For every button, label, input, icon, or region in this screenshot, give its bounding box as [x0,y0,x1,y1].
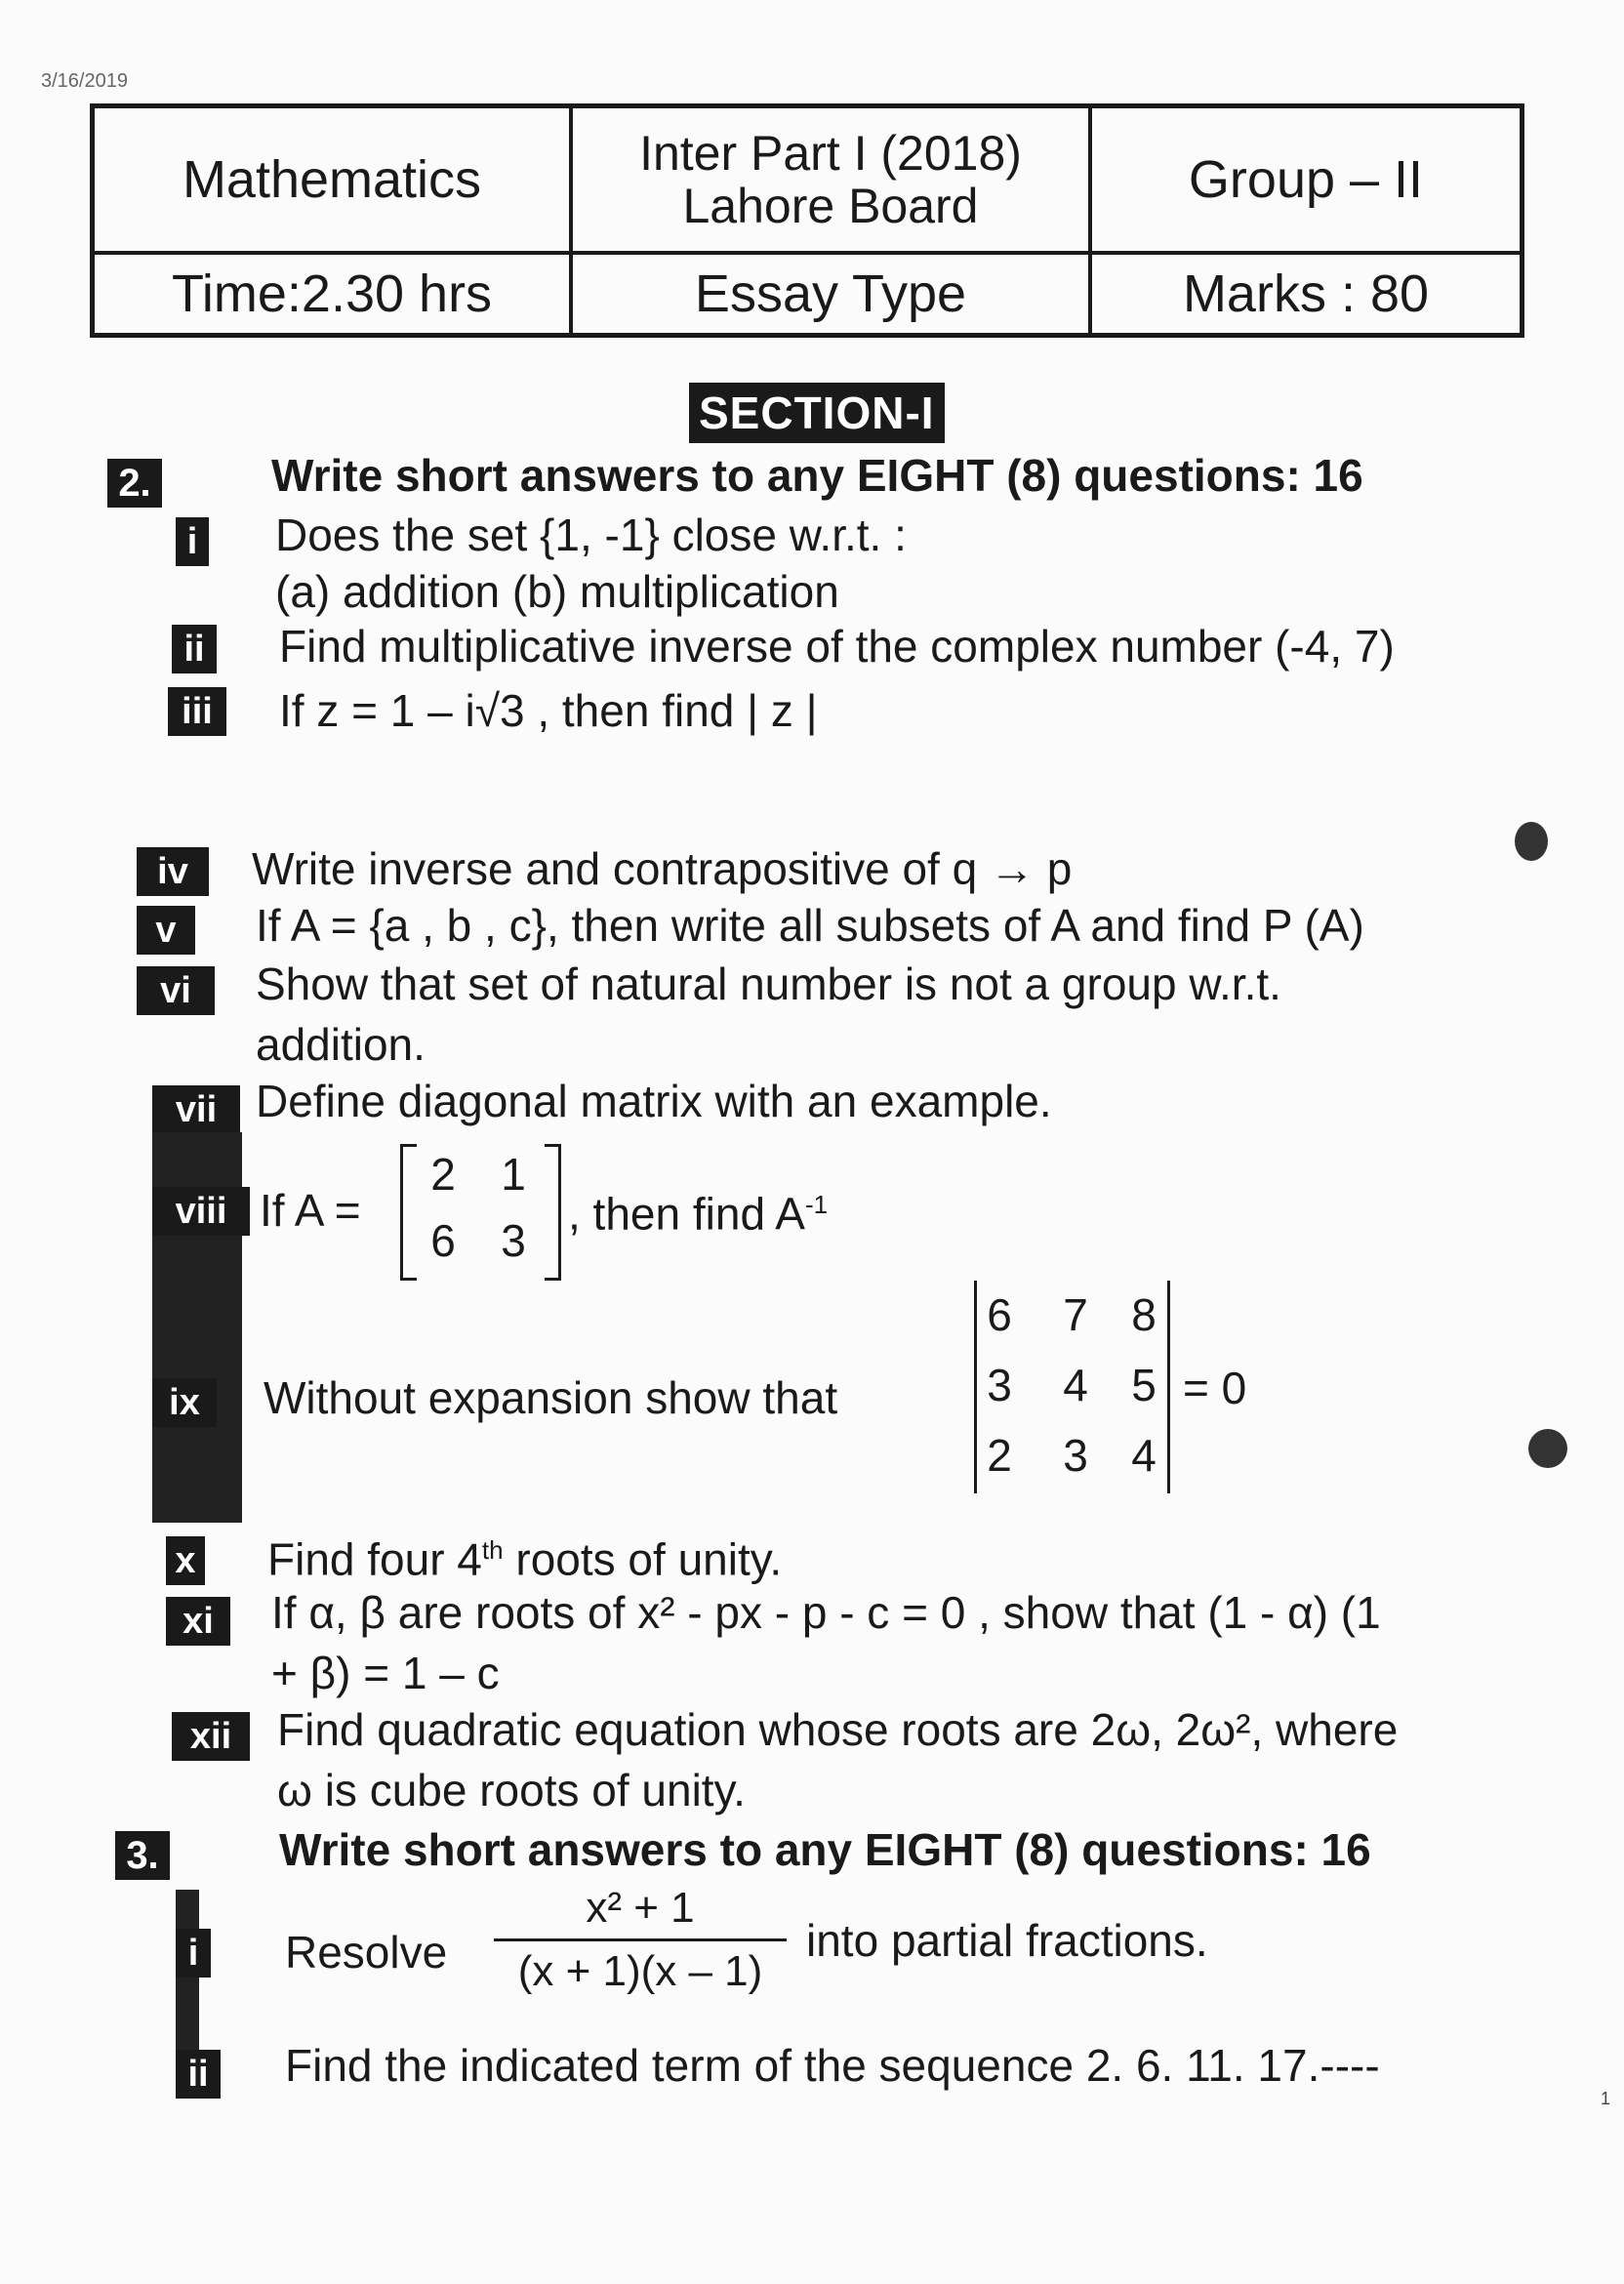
marks-cell: Marks : 80 [1090,253,1522,335]
item-label: xii [172,1712,250,1761]
item-text: Resolve [285,1927,448,1978]
det-cell: 2 [987,1430,1012,1481]
item-text: + β) = 1 – c [271,1648,500,1698]
item-suffix: , then find A [568,1188,805,1240]
item-text: Find multiplicative inverse of the complex number (-4, 7) [279,621,1395,672]
item-text: = 0 [1183,1363,1247,1413]
item-text [267,1523,782,1586]
item-text: ω is cube roots of unity. [277,1765,746,1815]
det-cell: 3 [1063,1430,1088,1481]
fraction-bar [494,1938,787,1941]
matrix-cell: 6 [430,1215,456,1266]
item-text: If z = 1 – i√3 , then find | z | [279,685,818,736]
item-label: ii [176,2050,221,2099]
item-label: xi [166,1597,230,1646]
section-title: SECTION-I [689,383,945,443]
question-number: 3. [115,1831,170,1880]
exam-line1: Inter Part I (2018) [639,126,1022,181]
det-cell: 8 [1131,1289,1157,1340]
scan-shadow [176,1890,199,2075]
exam-cell [571,106,1090,253]
determinant-bar-left [974,1281,977,1493]
matrix-cell: 2 [430,1149,456,1200]
item-text: Does the set {1, -1} close w.r.t. : [275,510,907,560]
det-cell: 5 [1131,1360,1157,1410]
superscript: th [481,1535,504,1565]
item-text-pre: Find four 4 [267,1533,482,1585]
fraction-denominator: (x + 1)(x – 1) [517,1947,763,1995]
item-label: iv [137,847,209,896]
item-text: Find quadratic equation whose roots are 2ω, 2ω², where [277,1704,1399,1755]
item-text [568,1177,828,1241]
item-label: vi [137,966,215,1015]
item-label: viii [152,1187,250,1236]
item-text: If A = [260,1185,361,1236]
matrix-cell: 1 [501,1149,526,1200]
superscript: -1 [804,1190,829,1219]
item-label: ii [172,625,217,673]
question-heading: Write short answers to any EIGHT (8) questions: 16 [271,450,1363,501]
item-text: Write inverse and contrapositive of q → p [252,843,1073,894]
punch-hole-mark [1515,822,1548,861]
fraction [494,1884,787,1996]
det-cell: 4 [1131,1430,1157,1481]
matrix-a [400,1144,566,1281]
header-table [90,103,1524,338]
item-text: Find the indicated term of the sequence 2. 6. 11. 17.---- [285,2040,1380,2091]
item-label: iii [168,687,226,736]
item-text: Show that set of natural number is not a group w.r.t. [256,958,1281,1009]
det-cell: 3 [987,1360,1012,1410]
print-date: 3/16/2019 [41,70,128,92]
item-label: ix [152,1378,217,1427]
item-text: Without expansion show that [264,1372,838,1423]
item-label: x [166,1536,205,1585]
item-label: v [137,906,195,955]
item-label: vii [152,1085,240,1134]
item-text: Define diagonal matrix with an example. [256,1076,1052,1126]
item-text: into partial fractions. [806,1915,1208,1966]
item-text: If A = {a , b , c}, then write all subsets of A and find P (A) [256,900,1364,951]
item-text: (a) addition (b) multiplication [275,566,839,617]
type-cell: Essay Type [571,253,1090,335]
item-text-post: roots of unity. [503,1533,783,1585]
punch-hole-mark [1528,1429,1567,1468]
item-text: If α, β are roots of x² - px - p - c = 0 , show that (1 - α) (1 [271,1587,1381,1638]
question-number: 2. [107,459,162,508]
group-cell: Group – II [1090,106,1522,253]
item-text: addition. [256,1019,426,1070]
matrix-bracket-left [400,1144,417,1281]
time-cell: Time:2.30 hrs [93,253,571,335]
matrix-cell: 3 [501,1215,526,1266]
page-number: 1 [1601,2089,1611,2108]
item-label: i [176,517,209,566]
determinant-bar-right [1167,1281,1170,1493]
det-cell: 4 [1063,1360,1088,1410]
question-heading: Write short answers to any EIGHT (8) questions: 16 [279,1824,1371,1875]
matrix-bracket-right [545,1144,561,1281]
det-cell: 7 [1063,1289,1088,1340]
det-cell: 6 [987,1289,1012,1340]
exam-line2: Lahore Board [682,179,979,233]
subject-cell: Mathematics [93,106,571,253]
determinant [974,1281,1179,1493]
fraction-numerator: x² + 1 [586,1884,695,1932]
item-label: i [176,1929,211,1978]
